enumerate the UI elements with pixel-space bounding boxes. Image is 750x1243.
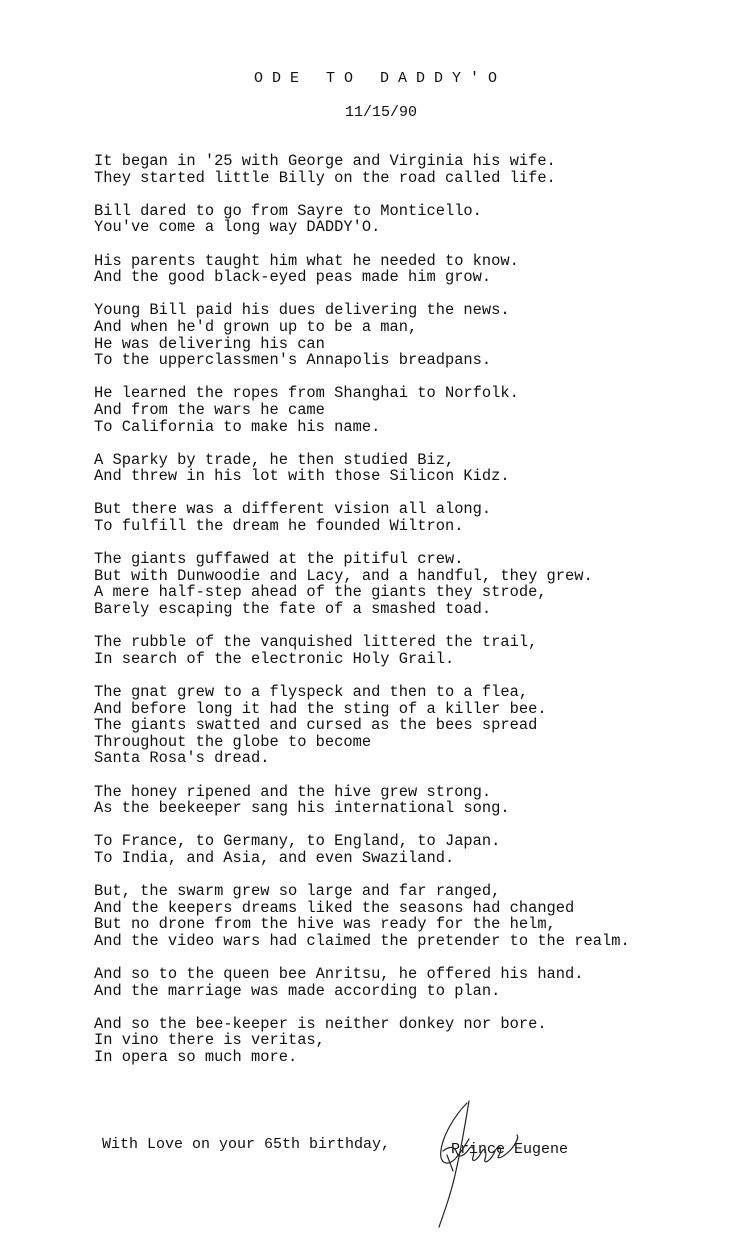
poem-line: And the marriage was made according to plan. (94, 981, 501, 1000)
poem-line: In opera so much more. (94, 1048, 298, 1067)
poem-body (94, 153, 744, 1082)
poem-line: You've come a long way DADDY'O. (94, 218, 381, 237)
poem-line: A mere half-step ahead of the giants they strode, (94, 583, 547, 602)
poem-stanza (94, 253, 744, 286)
poem-line: They started little Billy on the road called life. (94, 168, 556, 187)
poem-line: And before long it had the sting of a killer bee. (94, 699, 547, 718)
poem-line: Barely escaping the fate of a smashed toad. (94, 600, 492, 619)
poem-line: But, the swarm grew so large and far ranged, (94, 882, 501, 901)
poem-stanza (94, 153, 744, 186)
poem-line: A Sparky by trade, he then studied Biz, (94, 450, 455, 469)
poem-stanza (94, 784, 744, 817)
poem-stanza (94, 302, 744, 368)
poem-stanza (94, 966, 744, 999)
poem-stanza (94, 551, 744, 617)
poem-line: And from the wars he came (94, 400, 325, 419)
poem-stanza (94, 833, 744, 866)
poem-line: And the keepers dreams liked the seasons had changed (94, 898, 575, 917)
poem-line: Bill dared to go from Sayre to Monticello. (94, 201, 482, 220)
poem-stanza (94, 634, 744, 667)
poem-line: He was delivering his can (94, 334, 325, 353)
poem-date: 11/15/90 (344, 104, 417, 121)
poem-line: The honey ripened and the hive grew strong. (94, 782, 492, 801)
poem-line: His parents taught him what he needed to know. (94, 251, 519, 270)
poem-line: To California to make his name. (94, 417, 381, 436)
poem-line: In vino there is veritas, (94, 1031, 325, 1050)
handwritten-signature (425, 1095, 535, 1235)
poem-stanza (94, 883, 744, 949)
poem-line: And the good black-eyed peas made him grow. (94, 268, 492, 287)
poem-stanza (94, 385, 744, 435)
poem-line: Santa Rosa's dread. (94, 749, 270, 768)
poem-line: The giants swatted and cursed as the bees spread (94, 716, 538, 735)
poem-line: To France, to Germany, to England, to Japan. (94, 832, 501, 851)
poem-stanza (94, 684, 744, 767)
signer-name: Prince Eugene (451, 1141, 569, 1158)
poem-line: And threw in his lot with those Silicon Kidz. (94, 467, 510, 486)
poem-line: And so the bee-keeper is neither donkey nor bore. (94, 1014, 547, 1033)
poem-line: And the video wars had claimed the pretender to the realm. (94, 931, 630, 950)
poem-line: To India, and Asia, and even Swaziland. (94, 848, 455, 867)
poem-line: He learned the ropes from Shanghai to Norfolk. (94, 384, 519, 403)
poem-stanza (94, 1016, 744, 1066)
poem-line: In search of the electronic Holy Grail. (94, 649, 455, 668)
poem-line: The rubble of the vanquished littered the trail, (94, 633, 538, 652)
poem-line: And so to the queen bee Anritsu, he offered his hand. (94, 965, 584, 984)
poem-title: ODE TO DADDY'O (253, 70, 507, 87)
poem-stanza (94, 501, 744, 534)
poem-line: The giants guffawed at the pitiful crew. (94, 550, 464, 569)
poem-line: As the beekeeper sang his international song. (94, 799, 510, 818)
poem-line: And when he'd grown up to be a man, (94, 317, 418, 336)
poem-stanza (94, 203, 744, 236)
poem-line: But no drone from the hive was ready for the helm, (94, 915, 556, 934)
poem-line: The gnat grew to a flyspeck and then to a flea, (94, 683, 529, 701)
poem-line: Throughout the globe to become (94, 732, 372, 751)
poem-line: But there was a different vision all along. (94, 500, 492, 519)
closing-dedication: With Love on your 65th birthday, (102, 1136, 391, 1153)
poem-stanza (94, 452, 744, 485)
poem-line: To the upperclassmen's Annapolis breadpans. (94, 351, 492, 370)
poem-line: But with Dunwoodie and Lacy, and a handful, they grew. (94, 566, 593, 585)
poem-line: It began in '25 with George and Virginia his wife. (94, 152, 556, 170)
poem-line: To fulfill the dream he founded Wiltron. (94, 517, 464, 536)
poem-line: Young Bill paid his dues delivering the news. (94, 301, 510, 320)
